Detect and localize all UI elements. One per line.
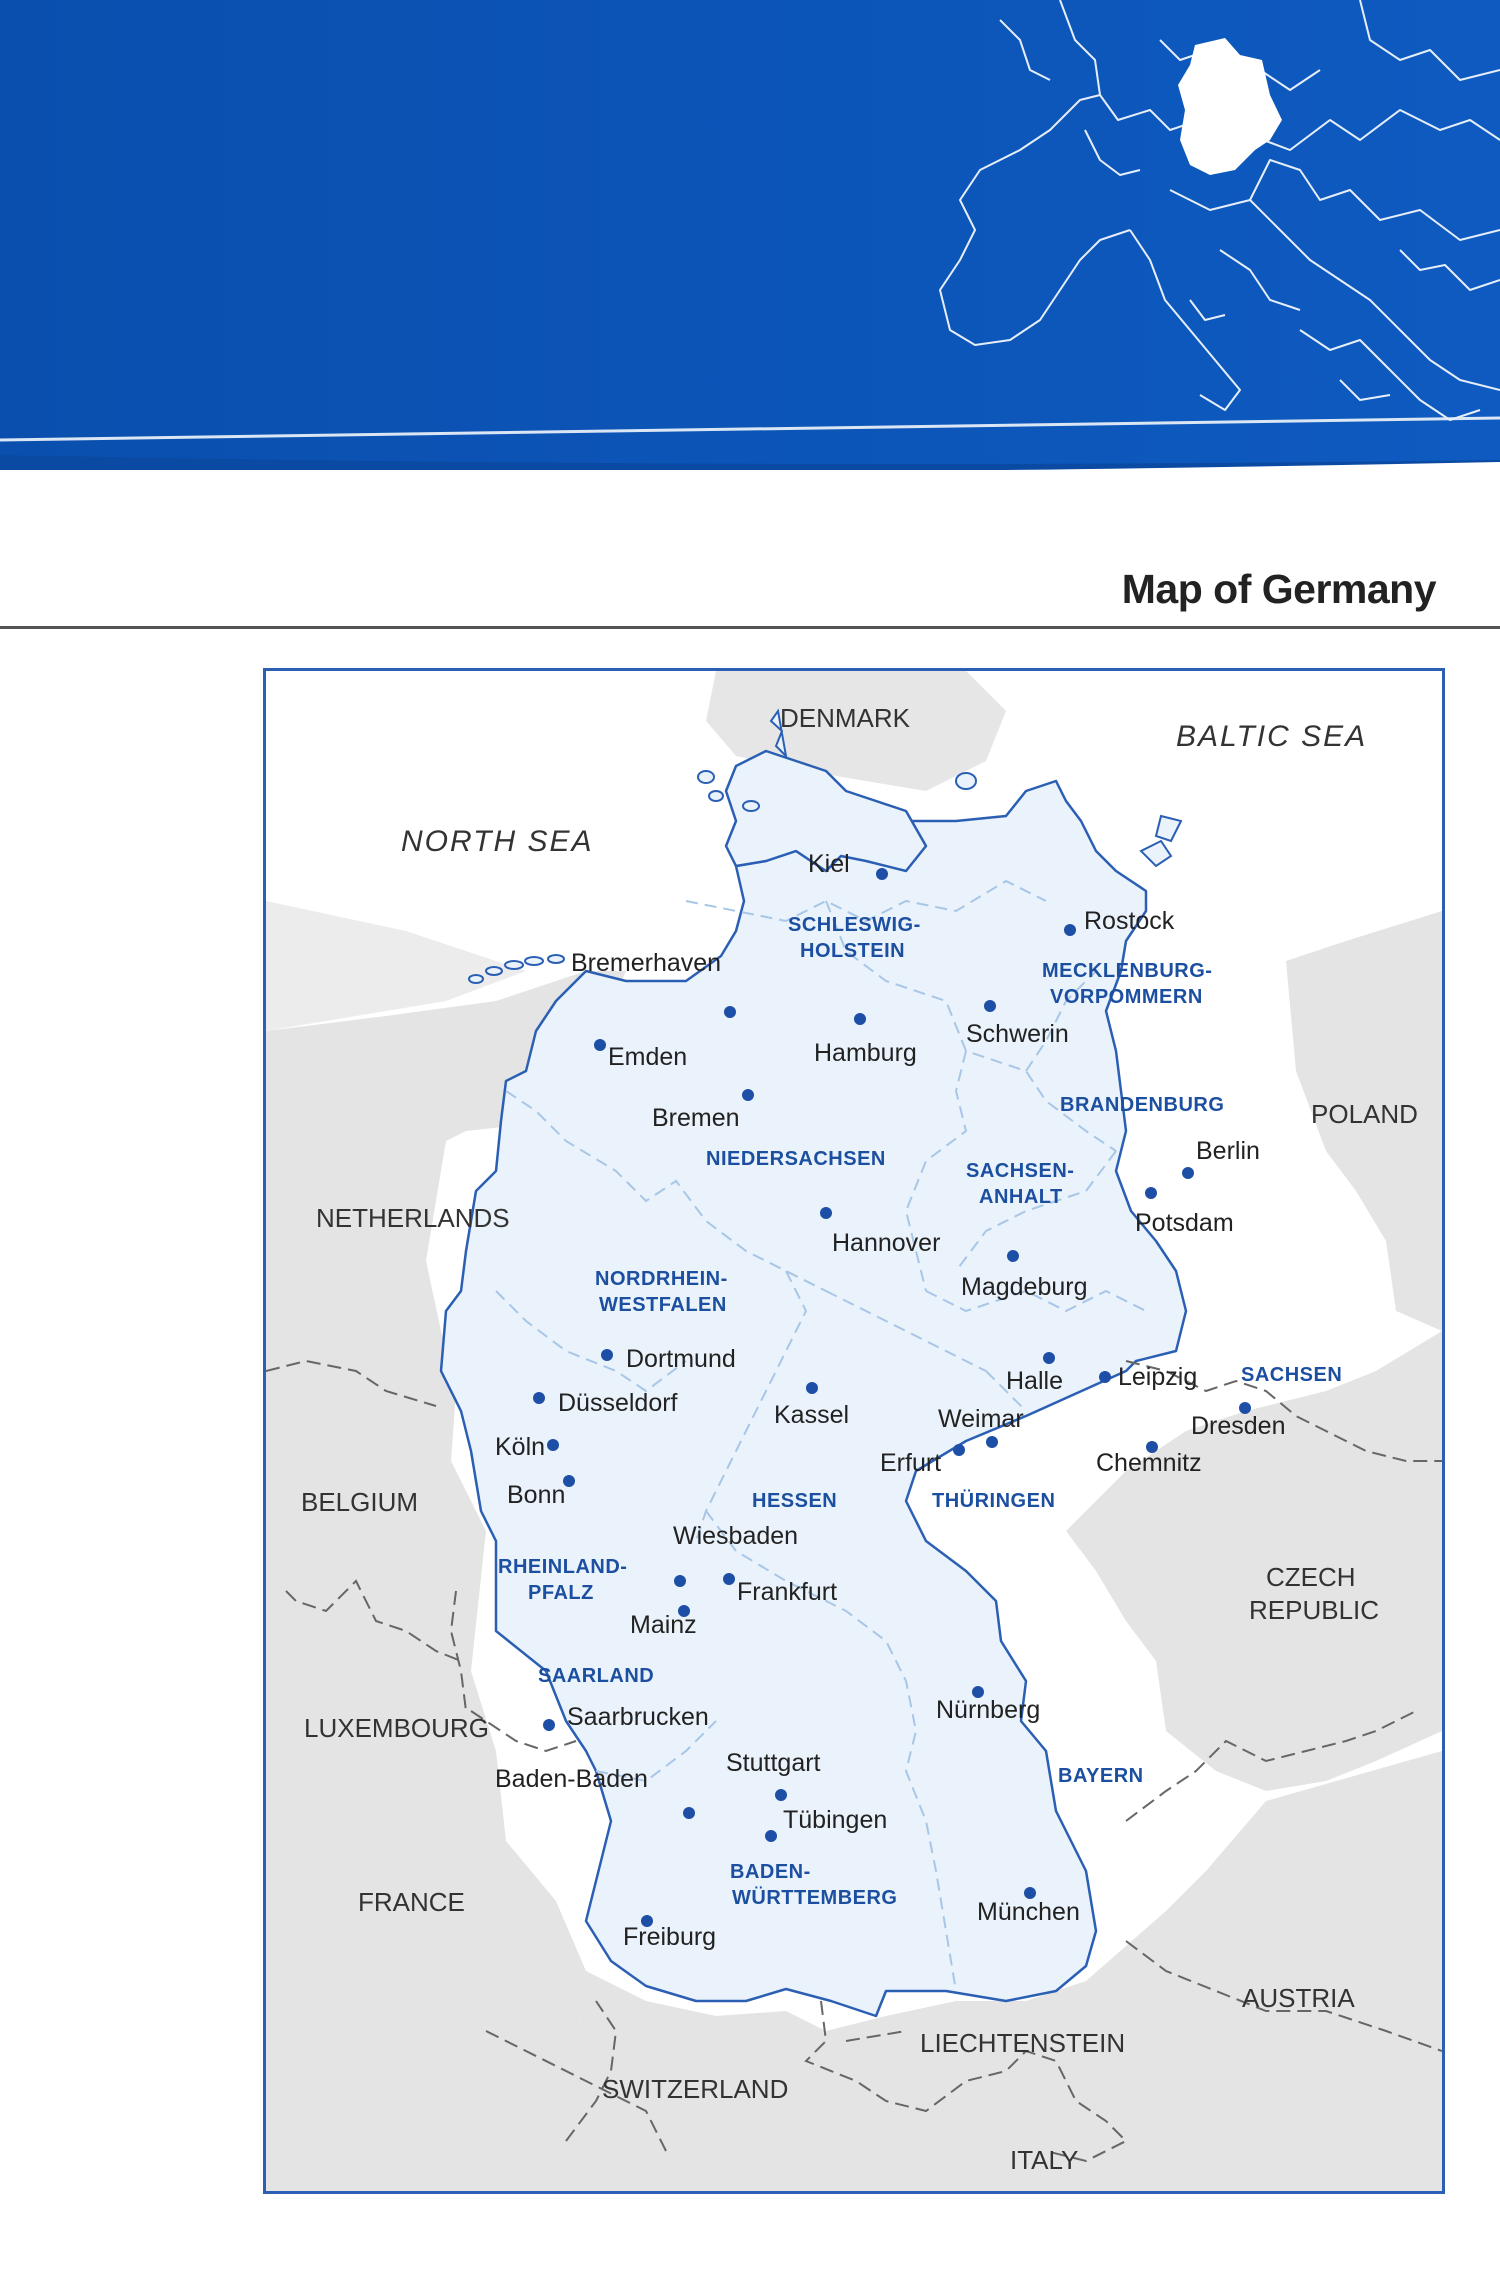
- city-label-bremen: Bremen: [652, 1104, 740, 1132]
- city-label-mainz: Mainz: [630, 1611, 697, 1639]
- city-dot-kiel: [876, 868, 888, 880]
- state-label-hessen: HESSEN: [752, 1490, 838, 1512]
- city-dot-kassel: [806, 1382, 818, 1394]
- city-label-hamburg: Hamburg: [814, 1039, 917, 1067]
- city-label-weimar: Weimar: [938, 1405, 1024, 1433]
- state-label-schleswig: SCHLESWIG-: [788, 914, 921, 936]
- city-dot-duesseldorf: [533, 1392, 545, 1404]
- city-label-erfurt: Erfurt: [880, 1449, 942, 1477]
- city-label-dresden: Dresden: [1191, 1412, 1286, 1440]
- city-label-wiesbaden: Wiesbaden: [673, 1522, 799, 1550]
- city-dot-weimar: [986, 1436, 998, 1448]
- city-dot-berlin: [1182, 1167, 1194, 1179]
- city-dot-dortmund: [601, 1349, 613, 1361]
- city-label-duesseldorf: Düsseldorf: [558, 1389, 678, 1417]
- germany-map: [266, 671, 1442, 2191]
- state-label-brandenburg: BRANDENBURG: [1060, 1094, 1225, 1116]
- state-label-rheinland: RHEINLAND-: [498, 1556, 628, 1578]
- state-label-pfalz: PFALZ: [528, 1582, 594, 1604]
- country-label-switzerland: SWITZERLAND: [602, 2074, 789, 2104]
- country-label-republic: REPUBLIC: [1249, 1595, 1380, 1625]
- country-label-denmark: DENMARK: [780, 703, 911, 733]
- city-dot-potsdam: [1145, 1187, 1157, 1199]
- city-dot-baden-baden: [683, 1807, 695, 1819]
- country-label-france: FRANCE: [358, 1887, 465, 1917]
- country-label-czech: CZECH: [1266, 1562, 1356, 1592]
- city-label-muenchen: München: [977, 1898, 1080, 1926]
- city-dot-magdeburg: [1007, 1250, 1019, 1262]
- city-label-halle: Halle: [1006, 1367, 1063, 1395]
- city-label-kassel: Kassel: [774, 1401, 850, 1429]
- city-dot-emden: [594, 1039, 606, 1051]
- city-dot-leipzig: [1099, 1371, 1111, 1383]
- city-label-saarbrucken: Saarbrucken: [567, 1703, 709, 1731]
- state-label-sachsen: SACHSEN: [1241, 1364, 1343, 1386]
- city-dot-koeln: [547, 1439, 559, 1451]
- city-label-bonn: Bonn: [507, 1481, 566, 1509]
- state-label-baden: BADEN-: [730, 1861, 811, 1883]
- city-dot-halle: [1043, 1352, 1055, 1364]
- city-dot-hannover: [820, 1207, 832, 1219]
- city-label-dortmund: Dortmund: [626, 1345, 736, 1373]
- city-label-baden-baden: Baden-Baden: [495, 1765, 648, 1793]
- state-label-sachsen-anhalt-1: SACHSEN-: [966, 1160, 1075, 1182]
- city-label-berlin: Berlin: [1196, 1137, 1260, 1165]
- map-frame: [263, 668, 1445, 2194]
- city-label-emden: Emden: [608, 1043, 688, 1071]
- country-label-netherlands: NETHERLANDS: [316, 1203, 510, 1233]
- state-label-niedersachsen: NIEDERSACHSEN: [706, 1148, 886, 1170]
- city-label-magdeburg: Magdeburg: [961, 1273, 1088, 1301]
- city-dot-schwerin: [984, 1000, 996, 1012]
- country-label-austria: AUSTRIA: [1242, 1983, 1355, 2013]
- city-label-tuebingen: Tübingen: [783, 1806, 888, 1834]
- city-label-schwerin: Schwerin: [966, 1020, 1069, 1048]
- state-label-sachsen-anhalt-2: ANHALT: [979, 1186, 1063, 1208]
- city-label-chemnitz: Chemnitz: [1096, 1449, 1202, 1477]
- city-label-frankfurt: Frankfurt: [737, 1578, 838, 1606]
- city-label-rostock: Rostock: [1084, 907, 1175, 935]
- state-label-saarland: SAARLAND: [538, 1665, 655, 1687]
- city-label-potsdam: Potsdam: [1135, 1209, 1234, 1237]
- city-label-leipzig: Leipzig: [1118, 1363, 1198, 1391]
- city-dot-bremen: [742, 1089, 754, 1101]
- state-label-nordrhein: NORDRHEIN-: [595, 1268, 728, 1290]
- country-label-italy: ITALY: [1010, 2145, 1079, 2175]
- sea-label-north-sea: NORTH SEA: [401, 825, 594, 858]
- city-dot-erfurt: [953, 1444, 965, 1456]
- country-label-poland: POLAND: [1311, 1099, 1418, 1129]
- city-label-hannover: Hannover: [832, 1229, 941, 1257]
- state-label-wuerttemberg: WÜRTTEMBERG: [732, 1887, 898, 1909]
- city-label-koeln: Köln: [495, 1433, 546, 1461]
- city-label-kiel: Kiel: [808, 850, 850, 878]
- country-label-belgium: BELGIUM: [301, 1487, 419, 1517]
- city-label-bremerhaven: Bremerhaven: [571, 949, 722, 977]
- city-dot-frankfurt: [723, 1573, 735, 1585]
- city-label-stuttgart: Stuttgart: [726, 1749, 821, 1777]
- country-label-luxembourg: LUXEMBOURG: [304, 1713, 489, 1743]
- page-title: Map of Germany: [1121, 566, 1436, 612]
- state-label-bayern: BAYERN: [1058, 1765, 1144, 1787]
- city-label-freiburg: Freiburg: [623, 1923, 717, 1951]
- city-dot-wiesbaden: [674, 1575, 686, 1587]
- state-label-westfalen: WESTFALEN: [599, 1294, 727, 1316]
- country-label-liechtenstein: LIECHTENSTEIN: [920, 2028, 1126, 2058]
- state-label-thueringen: THÜRINGEN: [932, 1490, 1056, 1512]
- city-dot-rostock: [1064, 924, 1076, 936]
- state-label-mecklenburg: MECKLENBURG-: [1042, 960, 1213, 982]
- header-banner: [0, 0, 1500, 500]
- city-dot-saarbrucken: [543, 1719, 555, 1731]
- city-dot-stuttgart: [775, 1789, 787, 1801]
- state-label-holstein: HOLSTEIN: [800, 940, 906, 962]
- city-dot-bremerhaven: [724, 1006, 736, 1018]
- state-label-vorpommern: VORPOMMERN: [1050, 986, 1203, 1008]
- city-dot-tuebingen: [765, 1830, 777, 1842]
- sea-label-baltic-sea: BALTIC SEA: [1176, 720, 1368, 753]
- city-dot-hamburg: [854, 1013, 866, 1025]
- city-label-nuernberg: Nürnberg: [936, 1696, 1041, 1724]
- title-divider: [0, 626, 1500, 629]
